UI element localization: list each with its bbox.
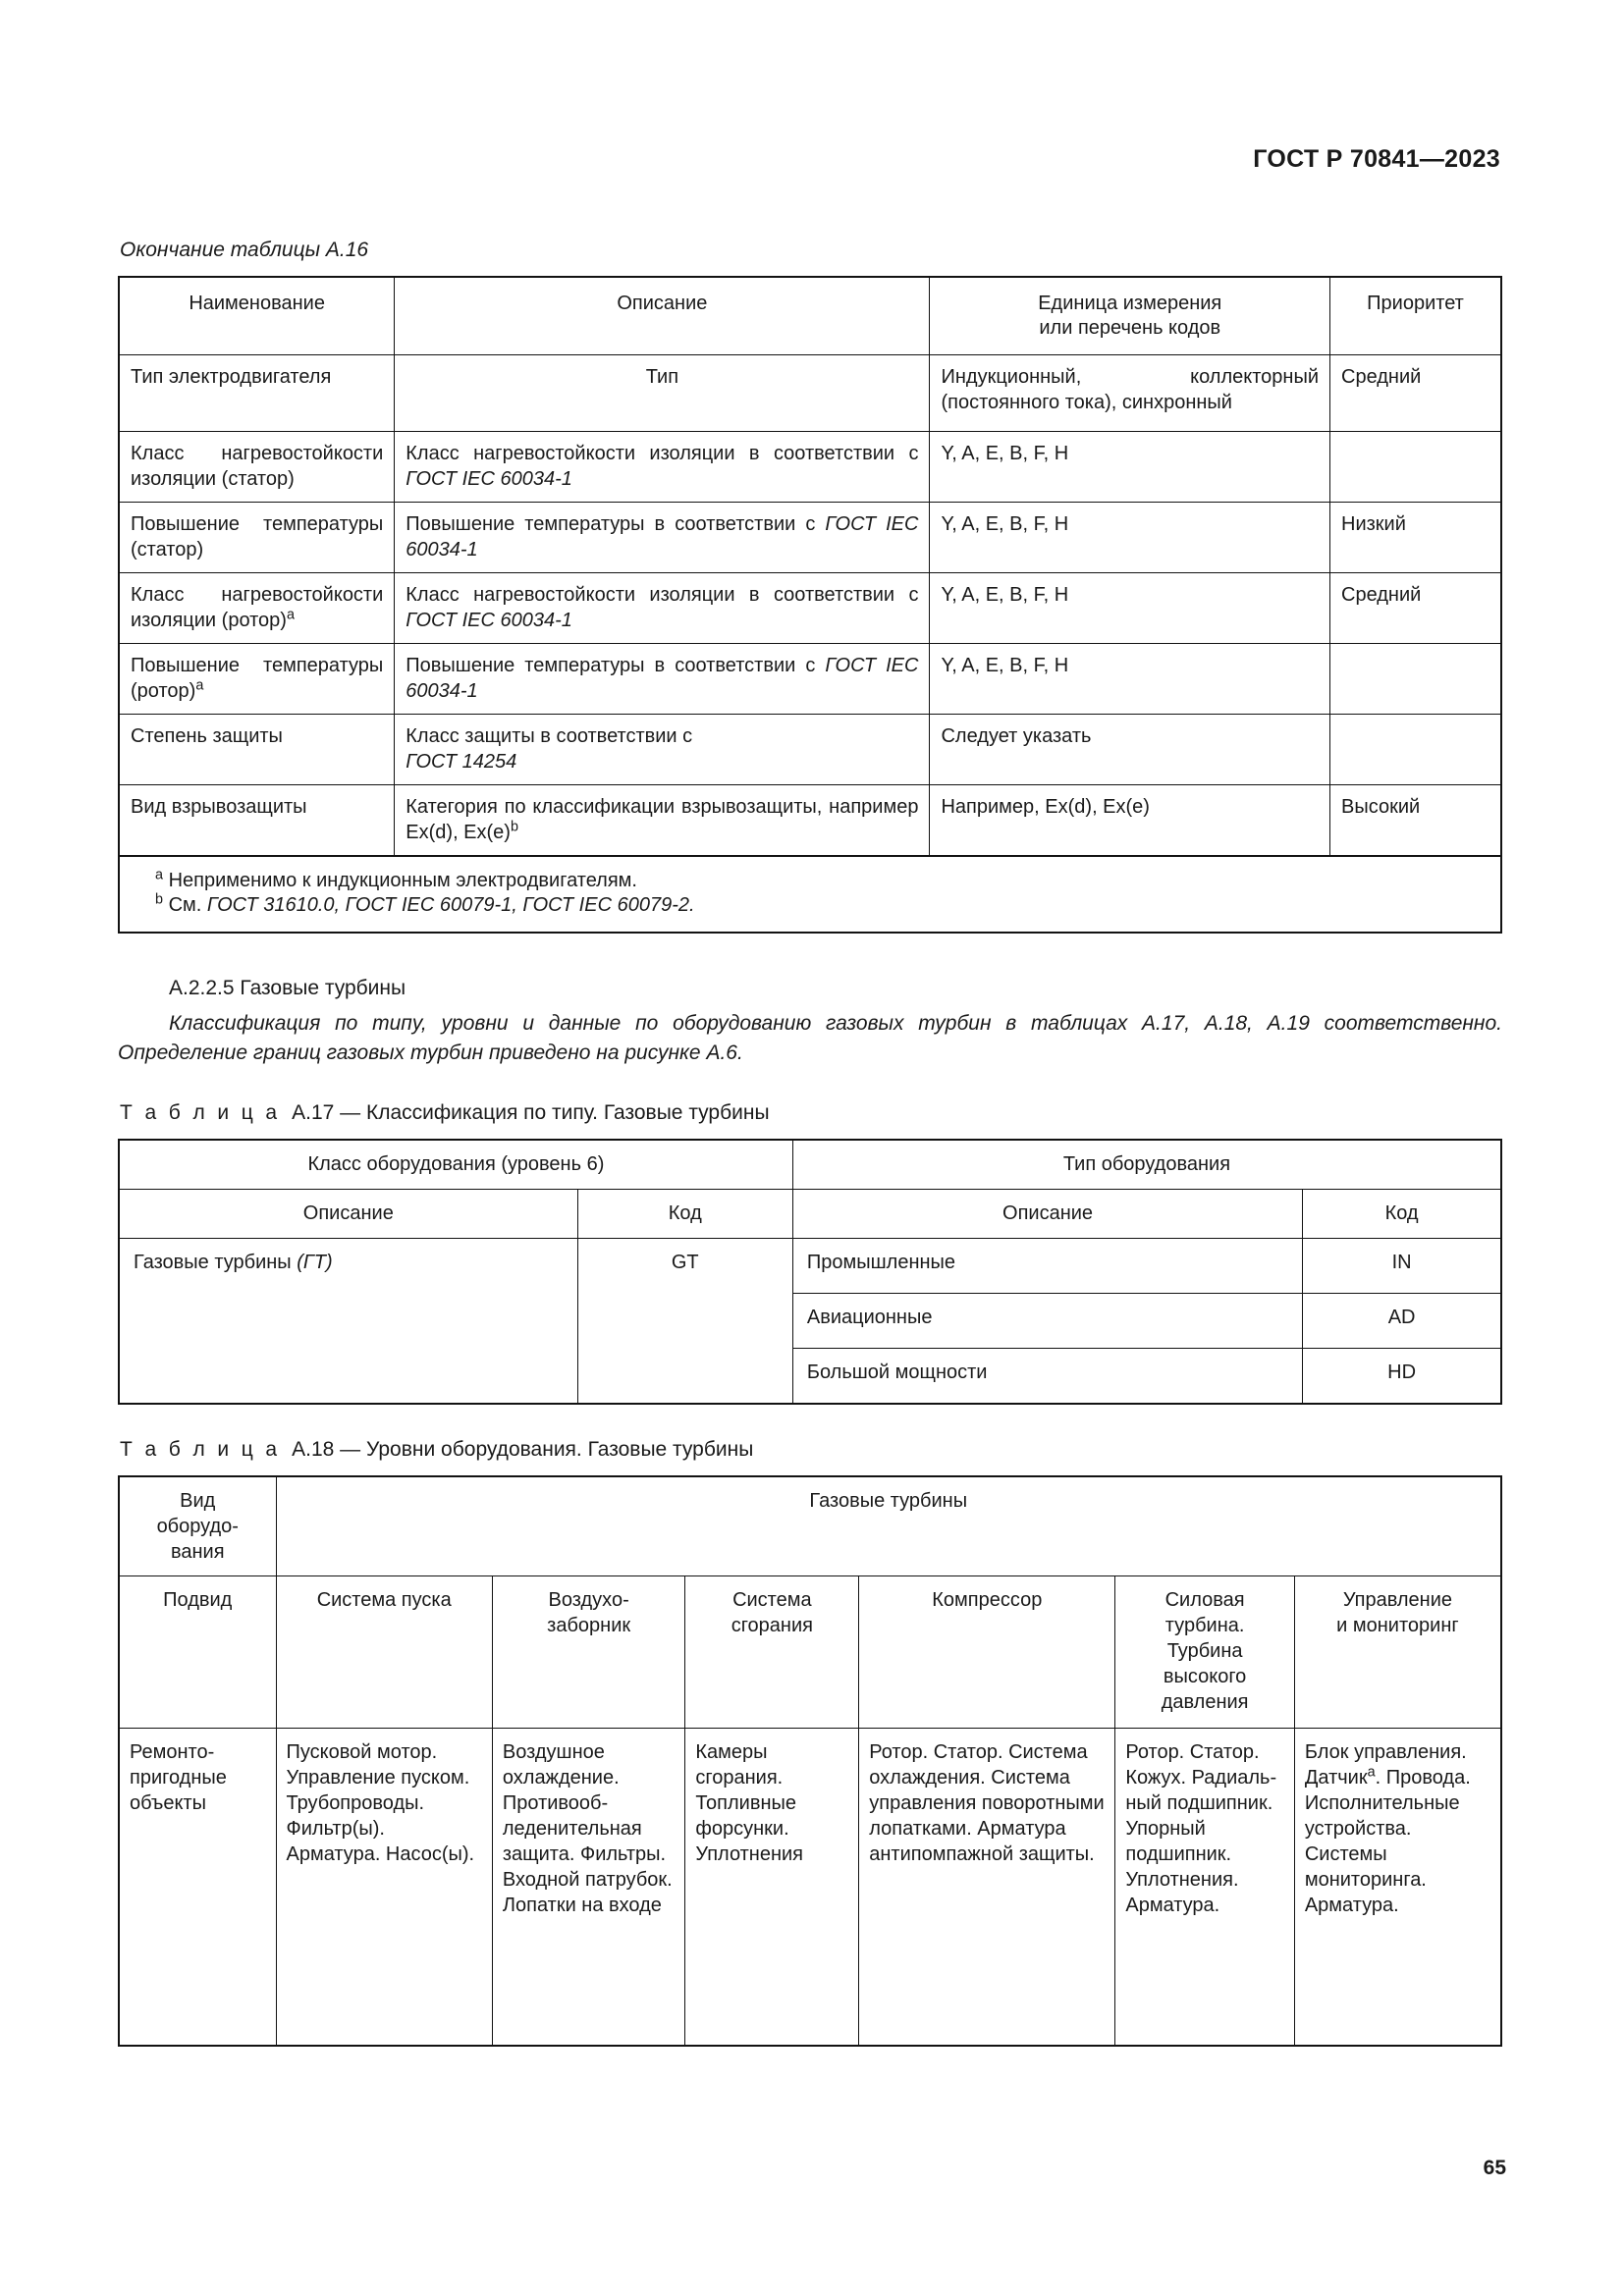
table-a16-cell-priority	[1330, 715, 1501, 785]
desc-text: Категория по классификации взрывозащиты, например Ex(d), Ex(e)	[406, 796, 919, 843]
table-a16-cell-unit: Y, A, E, B, F, H	[930, 573, 1330, 644]
table-a17-cell-type-code: IN	[1303, 1239, 1501, 1294]
table-row	[119, 644, 1501, 715]
table-a17-group-equipment-class: Класс оборудования (уровень 6)	[119, 1140, 792, 1190]
cell-text: Газовые турбины	[134, 1252, 298, 1274]
cell-text-post: . Провода. Исполнительные устройства. Системы мониторинга. Арматура.	[1304, 1766, 1471, 1916]
desc-text: Класс нагревостойкости изоляции в соответствии с	[406, 584, 919, 607]
table-a18-group-header: Газовые турбины	[276, 1476, 1501, 1576]
table-a18-corner-header	[119, 1476, 276, 1576]
table-a17-cell-type-code: HD	[1303, 1349, 1501, 1404]
table-a16-cell-name: Степень защиты	[119, 715, 395, 785]
desc-text: Класс нагревостойкости изоляции в соответствии с	[406, 443, 919, 465]
footnote-marker-a: a	[286, 606, 295, 622]
table-a16-cell-description: Тип	[395, 355, 930, 432]
table-a16-cell-name: Вид взрывозащиты	[119, 785, 395, 856]
table-row	[119, 355, 1501, 432]
desc-standard-ref: ГОСТ IEC 60034-1	[406, 609, 572, 631]
desc-text: Класс защиты в соответствии с	[406, 725, 693, 748]
table-a16-col-unit	[930, 277, 1330, 355]
table-a16	[118, 276, 1502, 934]
table-a16-col-priority: Приоритет	[1330, 277, 1501, 355]
table-a16-cell-description	[395, 503, 930, 573]
table-a16-cell-priority: Низкий	[1330, 503, 1501, 573]
table-row	[119, 573, 1501, 644]
page-content	[118, 0, 1502, 2047]
table-a16-cell-unit: Y, A, E, B, F, H	[930, 503, 1330, 573]
hdr-line-2: сгорания	[731, 1614, 813, 1636]
table-a16-col-description: Описание	[395, 277, 930, 355]
table-a18-cell-power-turbine: Ротор. Статор. Кожух. Радиальный подшипник. Упорный подшипник. Уплотнения. Арматура.	[1115, 1728, 1294, 2046]
corner-line-1: Вид	[180, 1489, 216, 1512]
table-a16-col-unit-line2: или перечень кодов	[1039, 317, 1221, 340]
hdr-line-2: и мониторинг	[1336, 1614, 1459, 1636]
table-a16-cell-priority	[1330, 432, 1501, 503]
table-a16-cell-description	[395, 432, 930, 503]
table-a16-cell-unit: Например, Ex(d), Ex(e)	[930, 785, 1330, 856]
table-a17-col-code-left: Код	[577, 1190, 792, 1239]
caption-label: Т а б л и ц а	[120, 1100, 281, 1124]
table-a16-cell-priority: Средний	[1330, 355, 1501, 432]
table-a16-cell-unit: Следует указать	[930, 715, 1330, 785]
table-a18-col-compressor: Компрессор	[859, 1575, 1115, 1728]
table-a16-cell-name: Повышение температуры (статор)	[119, 503, 395, 573]
table-a16-continuation-caption: Окончание таблицы А.16	[120, 239, 369, 261]
cell-text: Повышение температуры (ротор)	[131, 655, 384, 702]
caption-text: А.17 — Классификация по типу. Газовые турбины	[292, 1100, 770, 1124]
page-header-standard-id: ГОСТ Р 70841—2023	[1253, 145, 1500, 173]
hdr-line-1: Воздухо-	[548, 1588, 629, 1611]
table-a16-cell-description	[395, 573, 930, 644]
footnote-b-prefix: См.	[168, 894, 207, 917]
table-a17-cell-type-description: Авиационные	[792, 1294, 1302, 1349]
footnote-b	[155, 893, 1489, 918]
table-a18-col-power-turbine	[1115, 1575, 1294, 1728]
table-row	[119, 785, 1501, 856]
table-a17-subheader-row	[119, 1190, 1501, 1239]
table-a18-col-start-system: Система пуска	[276, 1575, 492, 1728]
table-a16-cell-description	[395, 644, 930, 715]
table-a16-header-row	[119, 277, 1501, 355]
table-a16-cell-description	[395, 715, 930, 785]
table-a17-col-description-left: Описание	[119, 1190, 577, 1239]
section-heading: A.2.2.5 Газовые турбины	[169, 977, 406, 1000]
table-a17-group-header-row	[119, 1140, 1501, 1190]
table-a17-cell-type-description: Большой мощности	[792, 1349, 1302, 1404]
table-a16-col-name: Наименование	[119, 277, 395, 355]
table-a17	[118, 1139, 1502, 1405]
footnote-marker-a: a	[195, 676, 204, 693]
desc-standard-ref: ГОСТ IEC 60034-1	[406, 467, 572, 490]
cell-text-pre: Блок управления. Датчик	[1304, 1740, 1467, 1789]
footnote-marker-a: a	[155, 867, 164, 883]
table-a16-notes-row	[119, 856, 1501, 933]
desc-text: Повышение температуры в соответствии с	[406, 513, 826, 536]
table-a16-cell-priority: Средний	[1330, 573, 1501, 644]
hdr-line-1: Система	[732, 1588, 812, 1611]
footnote-b-refs: ГОСТ 31610.0, ГОСТ IEC 60079-1, ГОСТ IEC 60079-2.	[206, 894, 695, 917]
hdr-line-1: Управление	[1342, 1588, 1453, 1611]
footnote-a-text: Неприменимо к индукционным электродвигателям.	[168, 869, 637, 891]
cell-text: Класс нагревостойкости изоляции (ротор)	[131, 584, 384, 631]
table-a16-cell-name	[119, 573, 395, 644]
caption-text: А.18 — Уровни оборудования. Газовые турбины	[292, 1437, 754, 1461]
table-a17-col-code-right: Код	[1303, 1190, 1501, 1239]
hdr-line-3: Турбина	[1166, 1639, 1243, 1662]
hdr-line-5: давления	[1161, 1690, 1249, 1713]
table-a16-cell-name: Класс нагревостойкости изоляции (статор)	[119, 432, 395, 503]
table-a18-group-header-row	[119, 1476, 1501, 1576]
table-a17-cell-class-description	[119, 1239, 577, 1404]
table-row	[119, 715, 1501, 785]
desc-text: Повышение температуры в соответствии с	[406, 655, 826, 677]
table-row	[119, 503, 1501, 573]
table-a16-col-unit-line1: Единица измерения	[1038, 293, 1222, 314]
table-a16-cell-description	[395, 785, 930, 856]
hdr-line-1: Силовая	[1164, 1588, 1245, 1611]
table-row	[119, 432, 1501, 503]
hdr-line-2: заборник	[547, 1614, 631, 1636]
desc-standard-ref: ГОСТ IEC 60034-1	[406, 513, 919, 561]
footnote-marker-a: a	[1367, 1764, 1376, 1781]
table-a18-col-combustion	[685, 1575, 859, 1728]
table-a18-cell-air-intake: Воздушное охлаждение. Противообледенительная защита. Фильтры. Входной патрубок. Лопатки на входе	[492, 1728, 685, 2046]
table-a17-cell-type-code: AD	[1303, 1294, 1501, 1349]
table-a16-cell-unit: Индукционный, коллекторный (постоянного тока), синхронный	[930, 355, 1330, 432]
table-a18-cell-compressor: Ротор. Статор. Система охлаждения. Система управления поворотными лопатками. Арматура антипомпажной защиты.	[859, 1728, 1115, 2046]
table-a16-cell-unit: Y, A, E, B, F, H	[930, 644, 1330, 715]
table-a18-subheader-row	[119, 1575, 1501, 1728]
table-a17-col-description-right: Описание	[792, 1190, 1302, 1239]
caption-label: Т а б л и ц а	[120, 1437, 281, 1461]
desc-standard-ref: ГОСТ IEC 60034-1	[406, 655, 919, 702]
page-number: 65	[1483, 2157, 1506, 2179]
footnote-marker-b: b	[155, 891, 164, 908]
section-paragraph: Классификация по типу, уровни и данные по оборудованию газовых турбин в таблицах А.17, А.18, А.19 соответственно. Определение границ газовых турбин приведено на рисунке А.6.	[118, 1012, 1502, 1065]
spacer	[118, 1405, 1502, 1438]
corner-line-2: оборудо-	[156, 1515, 239, 1537]
table-a18-caption	[118, 1438, 1502, 1462]
table-a18-cell-combustion: Камеры сгорания. Топливные форсунки. Уплотнения	[685, 1728, 859, 2046]
corner-line-3: вания	[170, 1540, 225, 1563]
spacer	[118, 1068, 1502, 1101]
table-a18-col-subtype: Подвид	[119, 1575, 276, 1728]
hdr-line-2: турбина.	[1164, 1614, 1245, 1636]
table-a18-col-air-intake	[492, 1575, 685, 1728]
footnote-a	[155, 869, 1489, 893]
table-a17-caption	[118, 1101, 1502, 1125]
table-a17-group-equipment-type: Тип оборудования	[792, 1140, 1501, 1190]
table-a17-cell-type-description: Промышленные	[792, 1239, 1302, 1294]
table-a16-cell-priority	[1330, 644, 1501, 715]
footnote-marker-b: b	[510, 818, 518, 834]
table-a17-cell-class-code: GT	[577, 1239, 792, 1404]
table-a18-cell-start-system: Пусковой мотор. Управление пуском. Трубопроводы. Фильтр(ы). Арматура. Насос(ы).	[276, 1728, 492, 2046]
table-a18-cell-control-monitoring	[1294, 1728, 1501, 2046]
cell-abbrev: (ГТ)	[297, 1252, 333, 1274]
desc-standard-ref: ГОСТ 14254	[406, 750, 517, 773]
table-a16-cell-priority: Высокий	[1330, 785, 1501, 856]
table-row	[119, 1239, 1501, 1294]
hdr-line-4: высокого	[1163, 1665, 1247, 1687]
table-row	[119, 1728, 1501, 2046]
table-a18	[118, 1475, 1502, 2047]
table-a16-footnotes	[119, 856, 1501, 933]
table-a18-col-control-monitoring	[1294, 1575, 1501, 1728]
table-a18-cell-subtype: Ремонтопригодные объекты	[119, 1728, 276, 2046]
table-a16-cell-name	[119, 644, 395, 715]
table-a16-cell-name: Тип электродвигателя	[119, 355, 395, 432]
table-a16-cell-unit: Y, A, E, B, F, H	[930, 432, 1330, 503]
